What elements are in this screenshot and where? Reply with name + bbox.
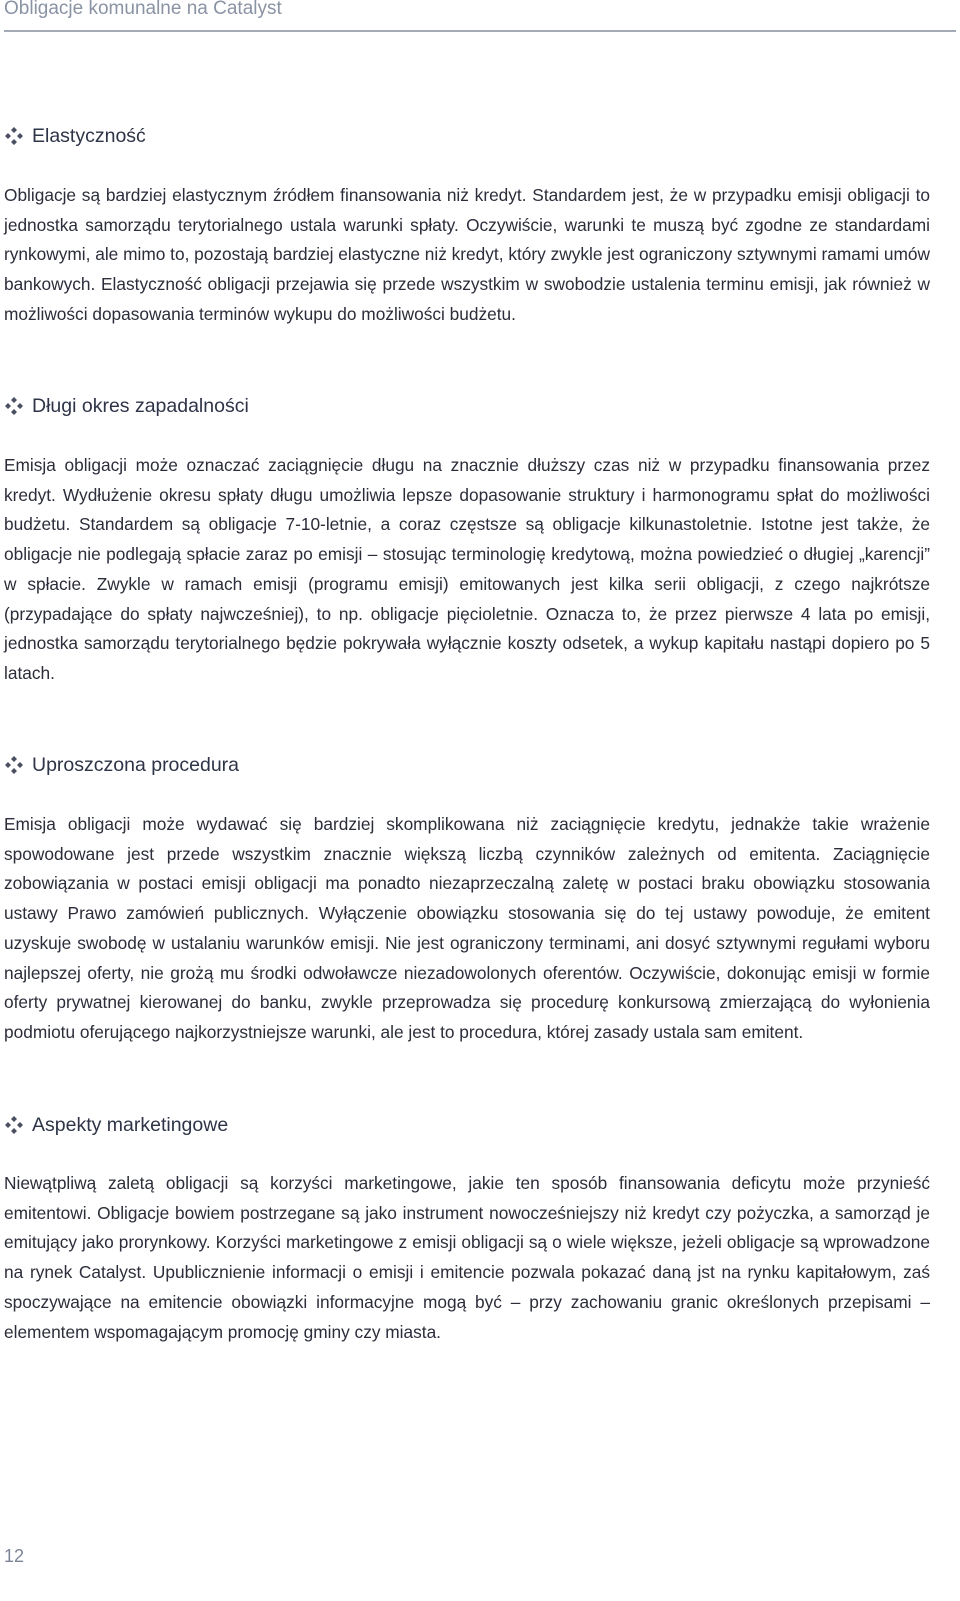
diamond-bullet-icon [4, 755, 24, 775]
document-title: Obligacje komunalne na Catalyst [4, 0, 282, 19]
diamond-bullet-icon [4, 396, 24, 416]
section-heading-text: Długi okres zapadalności [32, 394, 249, 417]
section-body-dlugi-okres: Emisja obligacji może oznaczać zaciągnięcie długu na znacznie dłuższy czas niż w przypadku finansowania przez kredyt. Wydłużenie okresu spłaty długu umożliwia lepsze dopasowanie struktury i harmonogramu spłat do możliwości budżetu. Standardem są obligacje 7-10-letnie, a coraz częstsze są obligacje kilkunastoletnie. Istotne jest także, że obligacje nie podlegają spłacie zaraz po emisji – stosując terminologię kredytową, można powiedzieć o długiej „karencji” w spłacie. Zwykle w ramach emisji (programu emisji) emitowanych jest kilka serii obligacji, z czego najkrótsze (przypadające do spłaty najwcześniej), to np. obligacje pięcioletnie. Oznacza to, że przez pierwsze 4 lata po emisji, jednostka samorządu terytorialnego będzie pokrywała wyłącznie koszty odsetek, a wykup kapitału nastąpi dopiero po 5 latach. [4, 455, 930, 683]
section-body-uproszczona-procedura: Emisja obligacji może wydawać się bardziej skomplikowana niż zaciągnięcie kredytu, jednakże takie wrażenie spowodowane jest przede wszystkim znacznie większą liczbą czynników zależnych od emitenta. Zaciągnięcie zobowiązania w postaci emisji obligacji ma ponadto niezaprzeczalną zaletę w postaci braku obowiązku stosowania ustawy Prawo zamówień publicznych. Wyłączenie obowiązku stosowania się do tej ustawy powoduje, że emitent uzyskuje swobodę w ustalaniu warunków emisji. Nie jest ograniczony terminami, ani dosyć sztywnymi regułami wyboru najlepszej oferty, nie grożą mu środki odwoławcze niezadowolonych oferentów. Oczywiście, dokonując emisji w formie oferty prywatnej kierowanej do banku, zwykle przeprowadza się procedurę konkursową zmierzającą do wyłonienia podmiotu oferującego najkorzystniejsze warunki, ale jest to procedura, której zasady ustala sam emitent. [4, 814, 930, 1042]
section-heading-dlugi-okres [4, 391, 249, 421]
page-number: 12 [4, 1546, 25, 1566]
diamond-bullet-icon [4, 1115, 24, 1135]
section-heading-aspekty-marketingowe [4, 1110, 228, 1140]
section-body-aspekty-marketingowe: Niewątpliwą zaletą obligacji są korzyści marketingowe, jakie ten sposób finansowania deficytu może przynieść emitentowi. Obligacje bowiem postrzegane są jako instrument nowocześniejszy niż kredyt czy pożyczka, a samorząd je emitujący jako prorynkowy. Korzyści marketingowe z emisji obligacji są o wiele większe, jeżeli obligacje są wprowadzone na rynek Catalyst. Upublicznienie informacji o emisji i emitencie pozwala pokazać daną jst na rynku kapitałowym, zaś spoczywające na emitencie obowiązki informacyjne mogą być – przy zachowaniu granic określonych przepisami – elementem wspomagającym promocję gminy czy miasta. [4, 1173, 930, 1342]
running-header [4, 0, 956, 32]
section-heading-text: Aspekty marketingowe [32, 1113, 229, 1136]
section-heading-text: Elastyczność [32, 124, 146, 147]
section-heading-uproszczona-procedura [4, 750, 239, 780]
section-heading-elastycznosc [4, 121, 146, 151]
section-body-elastycznosc: Obligacje są bardziej elastycznym źródłem finansowania niż kredyt. Standardem jest, że w przypadku emisji obligacji to jednostka samorządu terytorialnego ustala warunki spłaty. Oczywiście, warunki te muszą być zgodne ze standardami rynkowymi, ale mimo to, pozostają bardziej elastyczne niż kredyt, który zwykle jest ograniczony sztywnymi ramami umów bankowych. Elastyczność obligacji przejawia się przede wszystkim w swobodzie ustalenia terminu emisji, jak również w możliwości dopasowania terminów wykupu do możliwości budżetu. [4, 185, 930, 324]
diamond-bullet-icon [4, 126, 24, 146]
section-heading-text: Uproszczona procedura [32, 753, 240, 776]
